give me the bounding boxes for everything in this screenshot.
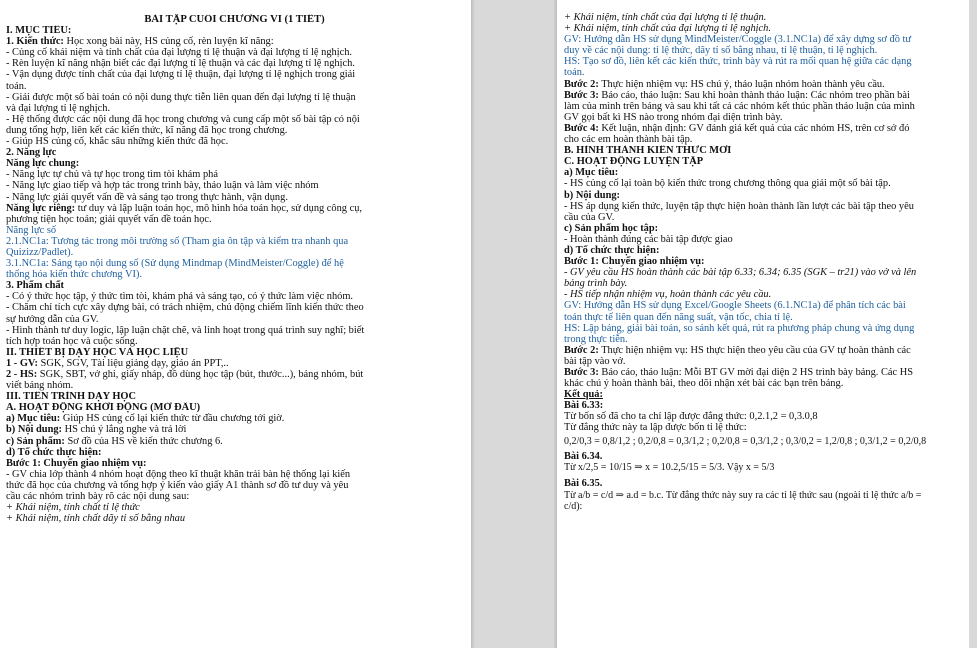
bai-6-34-text: Từ x/2,5 = 10/15 ⇒ x = 10.2,5/15 = 5/3. Vậy x = 5/3 (564, 462, 775, 474)
right-page-line (564, 123, 965, 134)
right-page-line: bài tập vào vở. (564, 355, 626, 367)
left-page-line: - Năng lực giải quyết vấn đề và sáng tạo trong thực hành, vận dụng. (6, 191, 288, 203)
right-page-line: Từ bốn số đã cho ta chỉ lập được đẳng thức: 0,2.1,2 = 0,3.0,8 (564, 411, 818, 423)
right-page-line: GV gọi bất kì HS nào trong nhóm đại diện trình bày. (564, 111, 783, 123)
right-page-line: duy về các nội dung: tỉ lệ thức, dãy tỉ số bằng nhau, tỉ lệ thuận, tỉ lệ nghịch. (564, 45, 878, 57)
right-page-line: - HS tiếp nhận nhiệm vụ, hoàn thành các yêu cầu. (564, 289, 772, 301)
right-page-line: b) Nội dung: (564, 189, 621, 201)
right-page-line: Kết quả: (564, 389, 603, 401)
left-page-line: BÀI TẬP CUỐI CHƯƠNG VI (1 TIẾT) (144, 14, 325, 25)
left-page-line: - Năng lực giao tiếp và hợp tác trong trình bày, thảo luận và làm việc nhóm (6, 180, 319, 192)
left-page-line: d) Tổ chức thực hiện: (6, 446, 102, 458)
right-page-line: - Hoàn thành đúng các bài tập được giao (564, 233, 733, 245)
left-page-line: III. TIẾN TRÌNH DẠY HỌC (6, 391, 137, 403)
right-page-line: - HS áp dụng kiến thức, luyện tập thực hiện hoàn thành lần lượt các bài tập theo yêu (564, 200, 914, 212)
left-document-page (0, 0, 471, 648)
left-page-line: I. MỤC TIÊU: (6, 25, 72, 37)
lead-text: Sơ đồ của HS về kiến thức chương 6. (64, 435, 223, 447)
left-page-line (6, 424, 463, 435)
left-page-line: và đại lượng tỉ lệ nghịch. (6, 102, 111, 114)
left-page-line: - Có ý thức học tập, ý thức tìm tòi, khám phá và sáng tạo, có ý thức làm việc nhóm. (6, 291, 354, 303)
right-page-line (564, 90, 965, 101)
left-page-line: + Khái niệm, tính chất tỉ lệ thức (6, 502, 140, 514)
left-page-line (6, 413, 463, 424)
right-page-line: cầu của GV. (564, 211, 615, 223)
left-page-line: A. HOẠT ĐỘNG KHỞI ĐỘNG (MỞ ĐẦU) (6, 402, 201, 414)
left-page-line: Năng lực số (6, 224, 57, 236)
left-page-line: Năng lực chung: (6, 158, 80, 170)
right-page-line: toán thực tế liên quan đến năng suất, vận tốc, chia tỉ lệ. (564, 311, 793, 323)
left-page-line: II. THIẾT BỊ DẠY HỌC VÀ HỌC LIỆU (6, 346, 189, 358)
lead-label: b) Nội dung: (6, 424, 63, 436)
left-page-line: - Rèn luyện kĩ năng nhận biết các đại lượng tỉ lệ thuận và các đại lượng tỉ lệ nghịch. (6, 58, 355, 70)
lead-label: 1. Kiến thức: (6, 36, 64, 48)
lead-label: a) Mục tiêu: (6, 413, 61, 425)
right-page-line: GV: Hướng dẫn HS sử dụng MindMeister/Coggle (3.1.NC1a) để xây dựng sơ đồ tư (564, 34, 912, 46)
lead-text: Kết luận, nhận định: GV đánh giá kết quả của các nhóm HS, trên cơ sở đó (598, 122, 910, 134)
right-page-line: - GV yêu cầu HS hoàn thành các bài tập 6.33; 6.34; 6.35 (SGK – tr21) vào vở và lên (564, 267, 917, 279)
lead-text: HS chú ý lắng nghe và trả lời (62, 424, 187, 436)
left-page-line: viết bảng nhóm. (6, 380, 74, 392)
left-page-line: tích hợp toán học và cuộc sống. (6, 335, 138, 347)
page-gap (471, 0, 557, 648)
left-page-line: thức đã học của chương và tổng hợp ý kiến vào giấy A1 thành sơ đồ tư duy và yêu (6, 479, 349, 491)
lead-label: c) Sản phẩm: (6, 435, 65, 447)
right-page-line: HS: Tạo sơ đồ, liên kết các kiến thức, trình bày và rút ra mối quan hệ giữa các dạng (564, 56, 912, 68)
lead-label: 2 - HS: (6, 369, 38, 380)
fractions-6-33: 0,2/0,3 = 0,8/1,2 ; 0,2/0,8 = 0,3/1,2 ; 0,2/0,8 = 0,3/1,2 ; 0,3/0,2 = 1,2/0,8 ; 0,3/1,2 = 0,2/0,8 (564, 435, 927, 447)
right-document-page (557, 0, 969, 648)
left-page-line: - Hình thành tư duy logic, lập luận chặt chẽ, và linh hoạt trong quá trình suy nghĩ; biết (6, 324, 365, 336)
left-page-line: - Năng lực tự chủ và tự học trong tìm tòi khám phá (6, 169, 218, 181)
lead-text: Giúp HS củng cố lại kiến thức từ đầu chương tới giờ. (60, 413, 285, 425)
left-page-line: phương tiện học toán; giải quyết vấn đề toán học. (6, 213, 212, 225)
lead-text: Báo cáo, thảo luận: Sau khi hoàn thành thảo luận: Các nhóm treo phần bài (598, 89, 910, 101)
lead-label: Năng lực riêng: (6, 202, 76, 214)
left-page-line: toán. (6, 80, 27, 92)
left-page-line: - Vận dụng được tính chất của đại lượng tỉ lệ thuận, đại lượng tỉ lệ nghịch trong giải (6, 69, 356, 81)
lead-label: Bước 2: (564, 78, 599, 90)
bai-6-35-title: Bài 6.35. (564, 478, 603, 490)
left-page-line: - Giải được một số bài toán có nội dung thực tiễn liên quan đến đại lượng tỉ lệ thuận (6, 91, 356, 103)
right-page-line (564, 367, 965, 378)
right-page-line: C. HOẠT ĐỘNG LUYỆN TẬP (564, 156, 704, 168)
left-page-line: cầu các nhóm trình bày rõ các nội dung sau: (6, 491, 190, 503)
right-page-line (564, 345, 965, 356)
bai-6-34-title: Bài 6.34. (564, 450, 603, 462)
left-page-line: thống hóa kiến thức chương VI). (6, 269, 143, 281)
lead-label: Bước 3: (564, 89, 599, 101)
right-page-line: c) Sản phẩm học tập: (564, 222, 659, 234)
right-page-line (564, 79, 965, 90)
right-page-line: B. HÌNH THÀNH KIẾN THỨC MỚI (564, 145, 732, 157)
lead-label: Bước 4: (564, 122, 599, 134)
left-page-line: - Củng cố khái niệm và tính chất của đại lượng tỉ lệ thuận và đại lượng tỉ lệ nghịch. (6, 47, 353, 59)
lead-text: Báo cáo, thảo luận: Mỗi BT GV mời đại diện 2 HS trình bày bảng. Các HS (598, 367, 913, 378)
right-page-line: HS: Lập bảng, giải bài toán, so sánh kết quả, rút ra phương pháp chung và ứng dụng (564, 322, 915, 334)
bai-6-35-text: Từ a/b = c/d ⇒ a.d = b.c. Từ đẳng thức này suy ra các tỉ lệ thức sau (ngoài tỉ lệ thức a/b = (564, 489, 922, 501)
right-page-line: làm của mình trên bảng và sau khi tất cả các nhóm kết thúc phần thảo luận của mình (564, 100, 915, 112)
bai-6-35-continuation: c/d): (564, 500, 583, 512)
right-page-line: Từ đẳng thức này ta lập được bốn tỉ lệ thức: (564, 422, 747, 434)
right-page-line: a) Mục tiêu: (564, 167, 619, 179)
left-page-line (6, 358, 463, 369)
left-page-line (6, 203, 463, 214)
left-page-line: - Hệ thống được các nội dung đã học trong chương và cung cấp một số bài tập có nội (6, 113, 360, 125)
lead-text: Học xong bài này, HS củng cố, rèn luyện kĩ năng: (63, 36, 274, 48)
right-page-line: bảng trình bày. (564, 278, 628, 290)
right-page-line: + Khái niệm, tính chất của đại lượng tỉ lệ nghịch. (564, 23, 771, 35)
lead-label: Bước 3: (564, 367, 599, 378)
right-page-line: GV: Hướng dẫn HS sử dụng Excel/Google Sheets (6.1.NC1a) để phân tích các bài (564, 300, 906, 312)
left-page-line: + Khái niệm, tính chất dãy tỉ số bằng nhau (6, 513, 186, 525)
right-page-line: - HS củng cố lại toàn bộ kiến thức trong chương thông qua giải một số bài tập. (564, 178, 891, 190)
right-page-line: + Khái niệm, tính chất của đại lượng tỉ lệ thuận. (564, 12, 767, 23)
left-page-line: sự hướng dẫn của GV. (6, 313, 99, 325)
right-page-line: cho các em hoàn thành bài tập. (564, 134, 693, 146)
left-page-line (6, 369, 463, 380)
left-page-line: 3.1.NC1a: Sáng tạo nội dung số (Sử dụng Mindmap (MindMeister/Coggle) để hệ (6, 258, 344, 270)
left-page-line: 3. Phẩm chất (6, 280, 65, 292)
right-page-line: d) Tổ chức thực hiện: (564, 244, 660, 256)
lead-text: Thực hiện nhiệm vụ: HS chú ý, thảo luận nhóm hoàn thành yêu cầu. (598, 78, 885, 90)
right-page-line: toán. (564, 67, 585, 79)
lead-text: SGK, SGV, Tài liệu giảng dạy, giáo án PPT,.. (37, 357, 229, 369)
lead-text: tư duy và lập luận toán học, mô hình hóa toán học, sử dụng công cụ, (75, 202, 363, 214)
lead-label: 1 - GV: (6, 357, 38, 369)
left-page-line: Quizizz/Padlet). (6, 246, 74, 258)
left-page-line (6, 436, 463, 447)
left-page-line: Bước 1: Chuyển giao nhiệm vụ: (6, 457, 147, 469)
right-page-line: khác chú ý hoàn thành bài, theo dõi nhận xét bài các bạn trên bảng. (564, 378, 844, 390)
lead-text: Thực hiện nhiệm vụ: HS thực hiện theo yêu cầu của GV tự hoàn thành các (598, 344, 911, 356)
left-page-line (6, 36, 463, 47)
left-page-line: 2.1.NC1a: Tương tác trong môi trường số (Tham gia ôn tập và kiểm tra nhanh qua (6, 235, 349, 247)
left-page-line: dung tổng hợp, liên kết các kiến thức, kĩ năng đã học trong chương. (6, 124, 288, 136)
right-page-line: Bước 1: Chuyển giao nhiệm vụ: (564, 256, 705, 268)
left-page-line: - Giúp HS củng cố, khắc sâu những kiến thức đã học. (6, 136, 229, 148)
lead-label: Bước 2: (564, 344, 599, 356)
right-page-line: Bài 6.33: (564, 400, 604, 412)
left-page-line: 2. Năng lực (6, 147, 57, 159)
left-page-line: - GV chia lớp thành 4 nhóm hoạt động theo kĩ thuật khăn trải bàn hệ thống lại kiến (6, 468, 351, 480)
lead-text: SGK, SBT, vở ghi, giấy nháp, đồ dùng học tập (bút, thước...), bảng nhóm, bút (37, 369, 364, 380)
right-page-line: trong thực tiễn. (564, 333, 628, 345)
left-page-line: - Chăm chỉ tích cực xây dựng bài, có trách nhiệm, chủ động chiếm lĩnh kiến thức theo (6, 302, 364, 314)
